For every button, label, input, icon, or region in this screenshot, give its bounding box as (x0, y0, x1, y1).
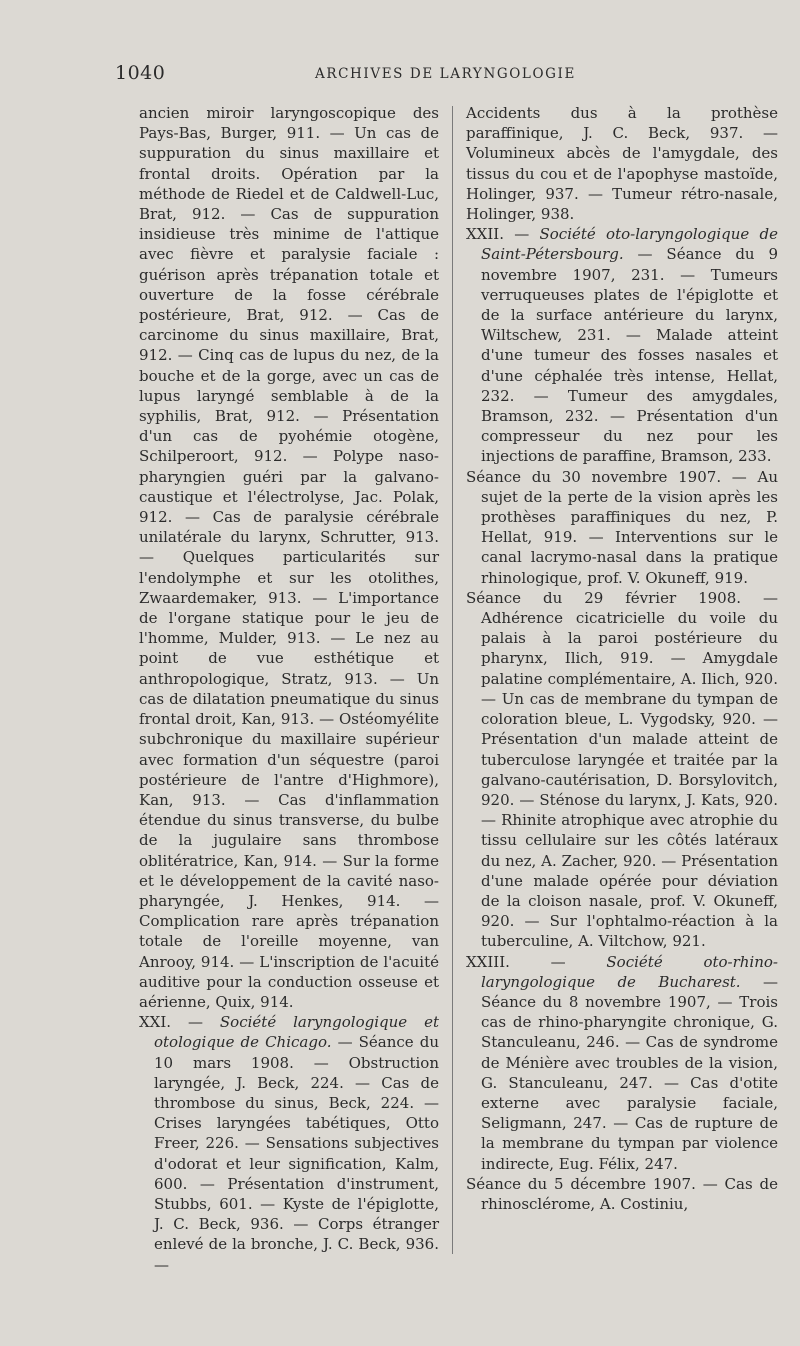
seance-entry: Séance du 29 février 1908. — Adhérence cicatricielle du voile du palais à la paroi postérieure du pharynx, Ilich, 919. — Amygdale palatine complémentaire, A. Ilich, 920. — Un cas de membrane du tympan de coloration bleue, L. Vygodsky, 920. — Présentation d'un malade atteint de tuberculose laryngée et traitée par la galvano-cautérisation, D. Borsylovitch, 920. — Sténose du larynx, J. Kats, 920. — Rhinite atrophique avec atrophie du tissu cellulaire sur les côtés latéraux du nez, A. Zacher, 920. — Présentation d'une malade opérée pour déviation de la cloison nasale, prof. V. Okuneff, 920. — Sur l'ophtalmo-réaction à la tuberculine, A. Viltchow, 921. (466, 588, 778, 951)
society-name: Société oto-rhino-laryngologique de Bucharest. (481, 952, 778, 991)
left-column (139, 103, 439, 1275)
running-title: ARCHIVES DE LARYNGOLOGIE (315, 66, 576, 82)
section-text: — Séance du 9 novembre 1907, 231. — Tumeurs verruqueuses plates de l'épiglotte et de la surface antérieure du larynx, Wiltschew, 231. — Malade atteint d'une tumeur des fosses nasales et d'une céphalée très intense, Hellat, 232. — Tumeur des amygdales, Bramson, 232. — Présentation d'un compresseur du nez pour les injections de paraffine, Bramson, 233. (481, 245, 778, 466)
section-xxii-entry (466, 224, 778, 466)
seance-entry: Séance du 30 novembre 1907. — Au sujet de la perte de la vision après les prothèses paraffiniques du nez, P. Hellat, 919. — Interventions sur le canal lacrymo-nasal dans la pratique rhinologique, prof. V. Okuneff, 919. (466, 467, 778, 587)
right-paragraph-continued: Accidents dus à la prothèse paraffinique, J. C. Beck, 937. — Volumineux abcès de l'amygdale, des tissus du cou et de l'apophyse mastoïde, Holinger, 937. — Tumeur rétro-nasale, Holinger, 938. (466, 104, 778, 224)
society-name: Société laryngologique et otologique de Chicago. (154, 1013, 439, 1052)
section-number: XXI. — (139, 1013, 220, 1032)
society-name: Société oto-laryngologique de Saint-Pétersbourg. (481, 225, 778, 264)
right-column (466, 103, 778, 1214)
column-divider (452, 106, 453, 1254)
page-header (115, 62, 690, 86)
section-number: XXIII. — (466, 952, 607, 971)
section-xxiii-entry (466, 952, 778, 1174)
page-number: 1040 (115, 62, 166, 84)
section-text: — Séance du 8 novembre 1907, — Trois cas de rhino-pharyngite chronique, G. Stanculeanu, 246. — Cas de syndrome de Ménière avec troubles de la vision, G. Stanculeanu, 247. — Cas d'otite externe avec paralysie faciale, Seligmann, 247. — Cas de rupture de la membrane du tympan par violence indirecte, Eug. Félix, 247. (481, 972, 778, 1173)
section-number: XXII. — (466, 225, 540, 244)
section-xxi-entry (139, 1012, 439, 1275)
left-paragraph-continued: ancien miroir laryngoscopique des Pays-Bas, Burger, 911. — Un cas de suppuration du sinus maxillaire et frontal droits. Opération par la méthode de Riedel et de Caldwell-Luc, Brat, 912. — Cas de suppuration insidieuse très minime de l'attique avec fièvre et paralysie faciale : guérison après trépanation totale et ouverture de la fosse cérébrale postérieure, Brat, 912. — Cas de carcinome du sinus maxillaire, Brat, 912. — Cinq cas de lupus du nez, de la bouche et de la gorge, avec un cas de lupus laryngé semblable à de la syphilis, Brat, 912. — Présentation d'un cas de pyohémie otogène, Schilperoort, 912. — Polype naso-pharyngien guéri par la galvano-caustique et l'électrolyse, Jac. Polak, 912. — Cas de paralysie cérébrale unilatérale du larynx, Schrutter, 913. — Quelques particularités sur l'endolymphe et sur les otolithes, Zwaardemaker, 913. — L'importance de l'organe statique pour le jeu de l'homme, Mulder, 913. — Le nez au point de vue esthétique et anthropologique, Stratz, 913. — Un cas de dilatation pneumatique du sinus frontal droit, Kan, 913. — Ostéomyélite subchronique du maxillaire supérieur avec formation d'un séquestre (paroi postérieure de l'antre d'Highmore), Kan, 913. — Cas d'inflammation étendue du sinus transverse, du bulbe de la jugulaire sans thrombose oblitératrice, Kan, 914. — Sur la forme et le développement de la cavité naso-pharyngée, J. Henkes, 914. — Complication rare après trépanation totale de l'oreille moyenne, van Anrooy, 914. — L'inscription de l'acuité auditive pour la conduction osseuse et aérienne, Quix, 914. (139, 104, 439, 1011)
section-text: — Séance du 10 mars 1908. — Obstruction laryngée, J. Beck, 224. — Cas de thrombose du sinus, Beck, 224. — Crises laryngées tabétiques, Otto Freer, 226. — Sensations subjectives d'odorat et leur signification, Kalm, 600. — Présentation d'instrument, Stubbs, 601. — Kyste de l'épiglotte, J. C. Beck, 936. — Corps étranger enlevé de la bronche, J. C. Beck, 936. — (154, 1033, 440, 1274)
seance-entry: Séance du 5 décembre 1907. — Cas de rhinosclérome, A. Costiniu, (466, 1174, 778, 1213)
